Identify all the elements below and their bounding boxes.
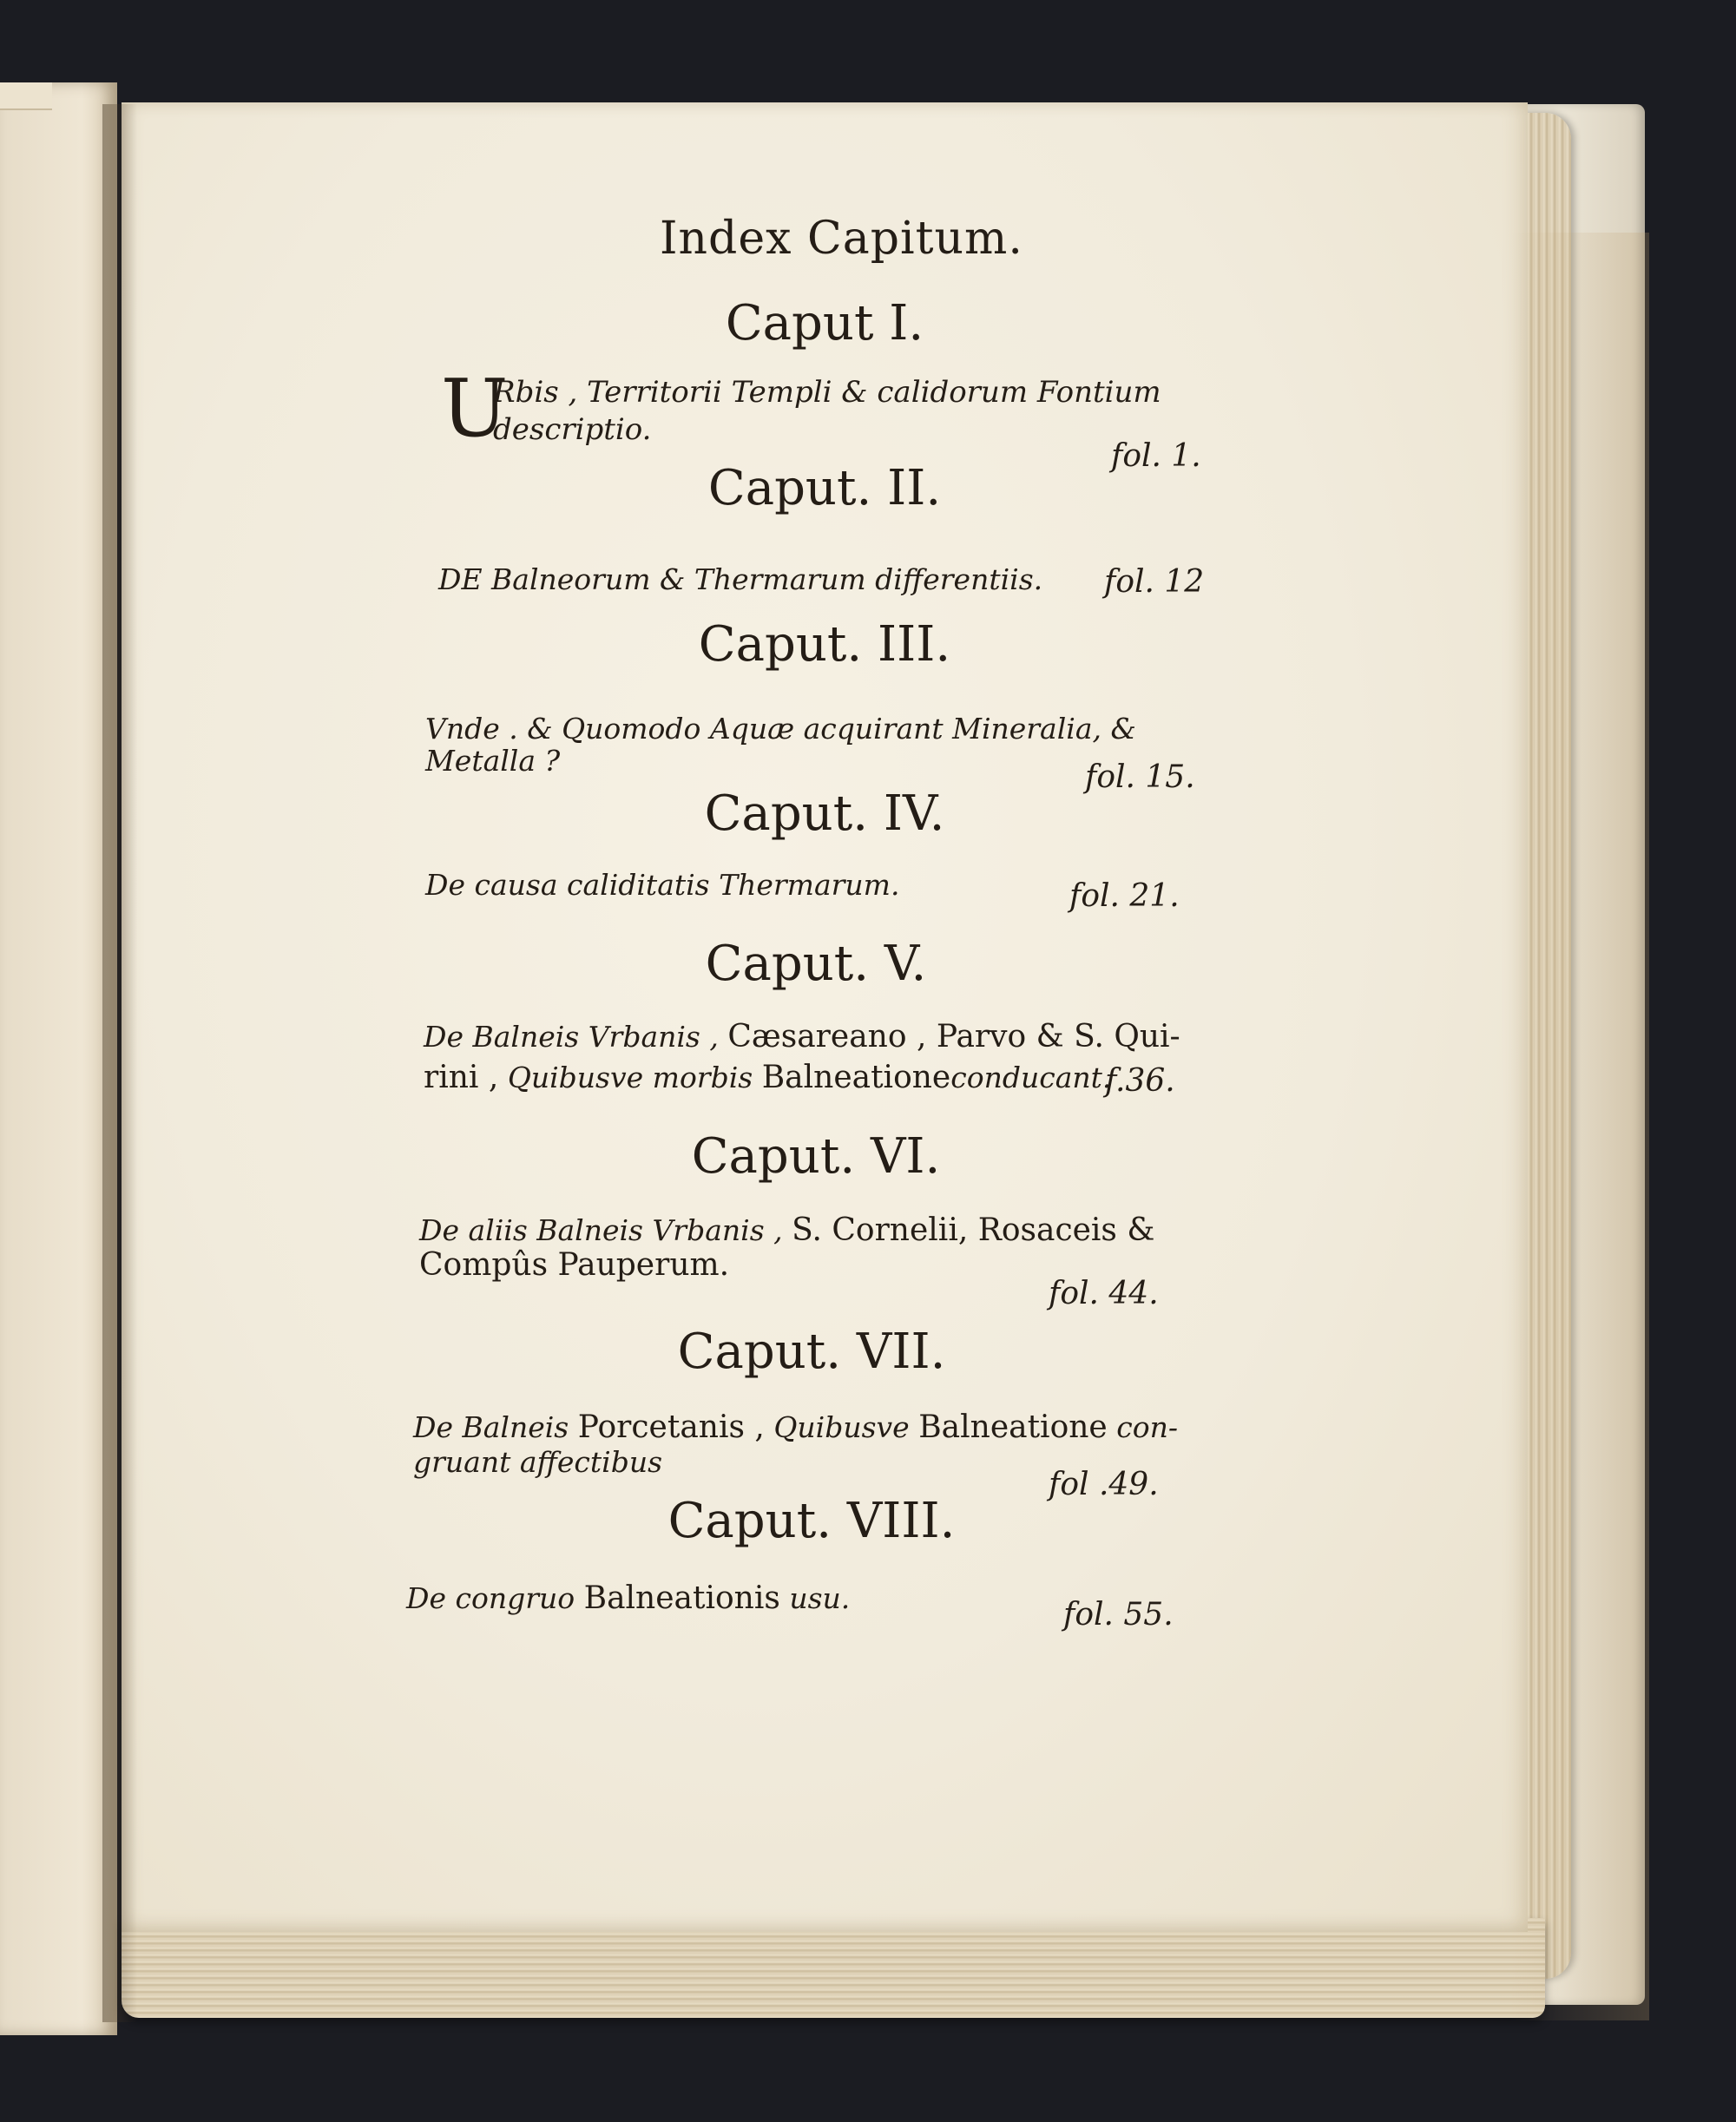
- index-title: Index Capitum.: [660, 213, 1023, 265]
- chapter-5-line-2-roman-a: rini ,: [424, 1060, 499, 1095]
- chapter-8-line-1-roman: Balneationis: [583, 1580, 780, 1616]
- chapter-1-folio: fol. 1.: [1111, 438, 1201, 474]
- chapter-3-line-1: Vnde . & Quomodo Aquæ acquirant Mineralia, &: [425, 712, 1136, 746]
- chapter-4-folio: fol. 21.: [1069, 878, 1180, 914]
- chapter-2-line-1: DE Balneorum & Thermarum differentiis.: [438, 562, 1043, 596]
- page-stack-bottom: [122, 1918, 1545, 2018]
- chapter-7-folio: fol .49.: [1049, 1467, 1159, 1502]
- chapter-7-line-2-italic: gruant affectibus: [413, 1445, 663, 1479]
- chapter-6-line-2-roman: Compûs Pauperum.: [419, 1247, 730, 1283]
- chapter-5-line-2-italic: Quibusve morbis: [507, 1061, 753, 1094]
- left-page-corner: [0, 82, 52, 110]
- chapter-2-heading: Caput. II.: [707, 460, 942, 516]
- chapter-6-heading: Caput. VI.: [691, 1128, 941, 1185]
- chapter-8-line-1: [406, 1581, 850, 1616]
- chapter-8-line-1-italic-b: usu.: [789, 1581, 851, 1615]
- page-stain: [1510, 233, 1649, 2020]
- chapter-5-folio: f.36.: [1105, 1063, 1175, 1099]
- chapter-6-line-1: [419, 1213, 1154, 1248]
- left-page-edge: [0, 82, 117, 2035]
- chapter-7-line-1-italic-b: Quibusve: [773, 1410, 910, 1444]
- chapter-4-line-1: De causa caliditatis Thermarum.: [425, 868, 900, 902]
- chapter-1-heading: Caput I.: [725, 295, 924, 351]
- chapter-6-line-2: [419, 1248, 729, 1283]
- chapter-6-folio: fol. 44.: [1049, 1276, 1159, 1311]
- chapter-7-line-1-italic-c: con-: [1116, 1410, 1178, 1444]
- chapter-4-heading: Caput. IV.: [704, 785, 945, 842]
- chapter-7-line-2: [413, 1445, 662, 1480]
- chapter-8-line-1-italic: De congruo: [406, 1581, 575, 1615]
- chapter-5-line-2: [424, 1061, 1111, 1095]
- chapter-5-line-2-roman-b: Balneatione: [761, 1060, 951, 1095]
- chapter-1-dropcap: U: [441, 362, 509, 455]
- chapter-5-line-1-roman: Cæsareano , Parvo & S. Qui-: [727, 1019, 1180, 1054]
- chapter-6-line-1-italic: De aliis Balneis Vrbanis ,: [419, 1213, 783, 1247]
- chapter-7-heading: Caput. VII.: [677, 1324, 946, 1380]
- chapter-8-heading: Caput. VIII.: [667, 1493, 956, 1549]
- chapter-6-line-1-roman: S. Cornelii, Rosaceis &: [792, 1212, 1155, 1248]
- chapter-2-folio: fol. 12: [1104, 564, 1205, 600]
- chapter-1-line-1: Rbis , Territorii Templi & calidorum Fontium: [493, 375, 1161, 410]
- chapter-5-heading: Caput. V.: [705, 936, 927, 992]
- chapter-5-line-1-italic: De Balneis Vrbanis ,: [424, 1020, 719, 1054]
- chapter-8-folio: fol. 55.: [1063, 1597, 1174, 1633]
- chapter-7-line-1-roman-b: Balneatione: [918, 1409, 1108, 1445]
- chapter-7-line-1-roman: Porcetanis ,: [577, 1409, 765, 1445]
- chapter-3-line-2: Metalla ?: [425, 744, 561, 778]
- chapter-3-heading: Caput. III.: [698, 616, 951, 673]
- gutter-shadow: [102, 104, 137, 2022]
- chapter-1-line-2: descriptio.: [493, 412, 652, 447]
- chapter-5-line-1: [424, 1020, 1180, 1054]
- chapter-5-line-2-italic-b: conducant.: [950, 1061, 1112, 1094]
- chapter-7-line-1: [413, 1410, 1178, 1445]
- chapter-3-folio: fol. 15.: [1085, 759, 1195, 795]
- chapter-7-line-1-italic: De Balneis: [413, 1410, 569, 1444]
